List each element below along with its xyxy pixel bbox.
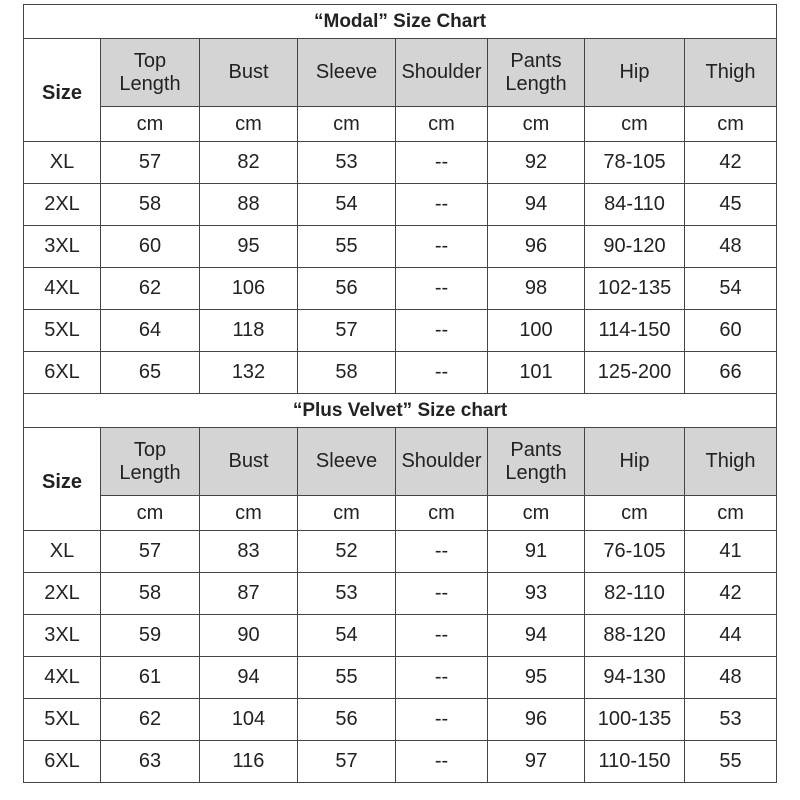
table-cell: 96	[488, 226, 585, 268]
unit-cell: cm	[396, 107, 488, 142]
table-cell: 106	[200, 268, 298, 310]
table-cell: --	[396, 226, 488, 268]
table-cell: 63	[101, 741, 200, 783]
table-cell: 78-105	[585, 142, 685, 184]
column-header-pants-length: Pants Length	[488, 428, 585, 496]
table-cell: 132	[200, 352, 298, 394]
table-cell: 61	[101, 657, 200, 699]
table-cell: 41	[685, 531, 777, 573]
table-cell: 94	[488, 615, 585, 657]
table-cell: 114-150	[585, 310, 685, 352]
size-cell: 2XL	[24, 184, 101, 226]
column-header-thigh: Thigh	[685, 428, 777, 496]
table-cell: 42	[685, 142, 777, 184]
table-cell: 82	[200, 142, 298, 184]
table-cell: 100-135	[585, 699, 685, 741]
table-cell: 62	[101, 699, 200, 741]
table-row	[24, 226, 777, 268]
unit-cell: cm	[488, 107, 585, 142]
table-cell: 66	[685, 352, 777, 394]
table-cell: --	[396, 184, 488, 226]
size-cell: 3XL	[24, 226, 101, 268]
column-header-shoulder: Shoulder	[396, 39, 488, 107]
table-cell: 95	[488, 657, 585, 699]
table-cell: 56	[298, 699, 396, 741]
table-row	[24, 615, 777, 657]
table-cell: 91	[488, 531, 585, 573]
table-cell: --	[396, 142, 488, 184]
table-cell: 48	[685, 226, 777, 268]
column-header-sleeve: Sleeve	[298, 39, 396, 107]
table-cell: 45	[685, 184, 777, 226]
table-cell: 55	[298, 657, 396, 699]
table-cell: 57	[101, 531, 200, 573]
table-row	[24, 657, 777, 699]
table-cell: 54	[298, 184, 396, 226]
table-row	[24, 699, 777, 741]
table-cell: 56	[298, 268, 396, 310]
table-cell: 42	[685, 573, 777, 615]
table-cell: 44	[685, 615, 777, 657]
table-cell: 83	[200, 531, 298, 573]
column-header-top-length: Top Length	[101, 39, 200, 107]
unit-cell: cm	[101, 496, 200, 531]
table-cell: 53	[298, 142, 396, 184]
unit-cell: cm	[200, 107, 298, 142]
size-cell: 4XL	[24, 268, 101, 310]
table-cell: 57	[101, 142, 200, 184]
table-cell: 55	[298, 226, 396, 268]
unit-cell: cm	[101, 107, 200, 142]
size-cell: 2XL	[24, 573, 101, 615]
column-header-bust: Bust	[200, 39, 298, 107]
table-row	[24, 310, 777, 352]
table-cell: 60	[101, 226, 200, 268]
size-cell: 6XL	[24, 741, 101, 783]
table-cell: 53	[685, 699, 777, 741]
column-header-pants-length: Pants Length	[488, 39, 585, 107]
column-header-thigh: Thigh	[685, 39, 777, 107]
table-row	[24, 268, 777, 310]
table-cell: --	[396, 741, 488, 783]
table-cell: 102-135	[585, 268, 685, 310]
table-cell: 53	[298, 573, 396, 615]
size-cell: 5XL	[24, 699, 101, 741]
table-cell: 100	[488, 310, 585, 352]
table-row	[24, 573, 777, 615]
table-cell: 64	[101, 310, 200, 352]
table-row	[24, 352, 777, 394]
unit-cell: cm	[200, 496, 298, 531]
table-cell: 59	[101, 615, 200, 657]
unit-cell: cm	[585, 107, 685, 142]
table-cell: 110-150	[585, 741, 685, 783]
table-cell: 62	[101, 268, 200, 310]
table-cell: 98	[488, 268, 585, 310]
table-cell: 92	[488, 142, 585, 184]
table-cell: --	[396, 310, 488, 352]
column-header-hip: Hip	[585, 39, 685, 107]
size-cell: 3XL	[24, 615, 101, 657]
table-cell: 52	[298, 531, 396, 573]
table-cell: 54	[298, 615, 396, 657]
table-cell: 57	[298, 741, 396, 783]
table-cell: --	[396, 352, 488, 394]
table-cell: 48	[685, 657, 777, 699]
table-cell: 87	[200, 573, 298, 615]
table-row	[24, 184, 777, 226]
header-row	[24, 39, 777, 107]
table-cell: 58	[101, 573, 200, 615]
unit-row	[24, 107, 777, 142]
table-cell: 94	[488, 184, 585, 226]
table-cell: 58	[101, 184, 200, 226]
table-cell: 96	[488, 699, 585, 741]
table-title-row	[24, 5, 777, 39]
table-cell: 95	[200, 226, 298, 268]
table-cell: 90	[200, 615, 298, 657]
unit-cell: cm	[396, 496, 488, 531]
table-cell: 57	[298, 310, 396, 352]
table-title-row	[24, 394, 777, 428]
size-cell: 6XL	[24, 352, 101, 394]
unit-cell: cm	[685, 107, 777, 142]
size-cell: XL	[24, 142, 101, 184]
size-cell: 5XL	[24, 310, 101, 352]
column-header-top-length: Top Length	[101, 428, 200, 496]
table-cell: 84-110	[585, 184, 685, 226]
table-cell: --	[396, 615, 488, 657]
column-header-shoulder: Shoulder	[396, 428, 488, 496]
size-cell: XL	[24, 531, 101, 573]
size-chart	[23, 4, 777, 783]
table-cell: 101	[488, 352, 585, 394]
table-cell: 94-130	[585, 657, 685, 699]
table-cell: 93	[488, 573, 585, 615]
table-cell: 54	[685, 268, 777, 310]
size-column-header: Size	[24, 39, 101, 142]
table-title: “Plus Velvet” Size chart	[24, 394, 777, 428]
table-cell: --	[396, 699, 488, 741]
table-cell: --	[396, 531, 488, 573]
unit-cell: cm	[488, 496, 585, 531]
unit-cell: cm	[585, 496, 685, 531]
unit-row	[24, 496, 777, 531]
table-cell: 125-200	[585, 352, 685, 394]
table-cell: 97	[488, 741, 585, 783]
table-cell: 82-110	[585, 573, 685, 615]
table-cell: 118	[200, 310, 298, 352]
column-header-bust: Bust	[200, 428, 298, 496]
size-column-header: Size	[24, 428, 101, 531]
table-cell: 88-120	[585, 615, 685, 657]
table-title: “Modal” Size Chart	[24, 5, 777, 39]
table-cell: --	[396, 573, 488, 615]
unit-cell: cm	[685, 496, 777, 531]
table-cell: 104	[200, 699, 298, 741]
table-cell: 94	[200, 657, 298, 699]
table-row	[24, 531, 777, 573]
column-header-hip: Hip	[585, 428, 685, 496]
table-cell: 65	[101, 352, 200, 394]
unit-cell: cm	[298, 496, 396, 531]
table-cell: --	[396, 268, 488, 310]
table-cell: 76-105	[585, 531, 685, 573]
table-cell: 90-120	[585, 226, 685, 268]
table-cell: --	[396, 657, 488, 699]
size-cell: 4XL	[24, 657, 101, 699]
column-header-sleeve: Sleeve	[298, 428, 396, 496]
table-row	[24, 142, 777, 184]
table-cell: 60	[685, 310, 777, 352]
table-cell: 116	[200, 741, 298, 783]
unit-cell: cm	[298, 107, 396, 142]
table-cell: 58	[298, 352, 396, 394]
table-cell: 88	[200, 184, 298, 226]
header-row	[24, 428, 777, 496]
table-row	[24, 741, 777, 783]
table-cell: 55	[685, 741, 777, 783]
